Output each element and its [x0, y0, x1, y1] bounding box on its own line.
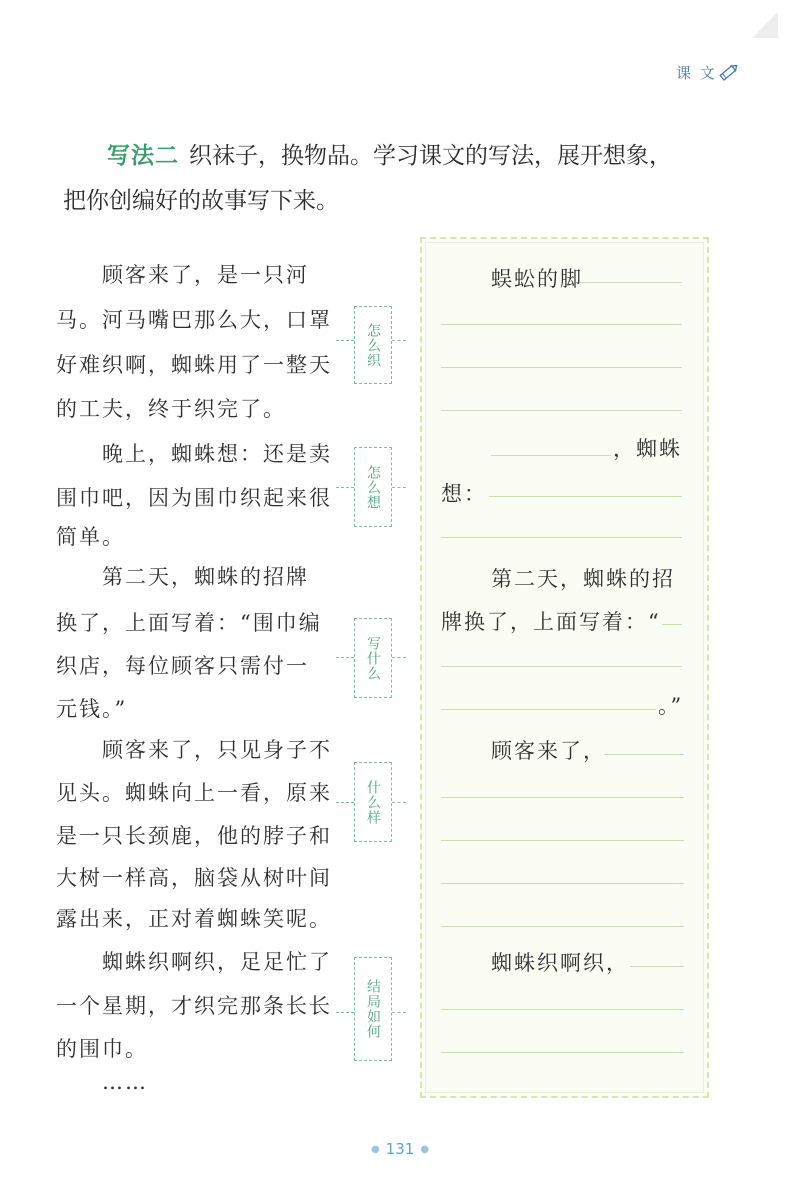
story-line: 第二天，蜘蛛的招牌 [102, 565, 309, 589]
tag-connector [336, 657, 354, 658]
prompt-centipede-feet: 蜈蚣的脚 [491, 267, 583, 291]
writing-line[interactable] [441, 367, 682, 368]
task-label: 写法二 [107, 143, 179, 169]
prompt-customer-came: 顾客来了， [491, 739, 606, 763]
tag-connector [392, 487, 406, 488]
writing-line[interactable] [441, 537, 682, 538]
story-line: 蜘蛛织啊织，足足忙了 [102, 950, 332, 974]
story-line: 好难织啊，蜘蛛用了一整天 [56, 353, 332, 377]
story-line: 顾客来了，只见身子不 [102, 738, 332, 762]
writing-line[interactable] [441, 926, 684, 927]
page-number: ● 131 ● [370, 1140, 430, 1158]
tag-connector [336, 1012, 354, 1013]
writing-line[interactable] [441, 709, 656, 710]
story-line: 简单。 [56, 525, 125, 549]
tag-connector [392, 657, 406, 658]
story-line: 顾客来了，是一只河 [102, 263, 309, 287]
story-line: 见头。蜘蛛向上一看，原来 [56, 781, 332, 805]
side-tag-how-knit: 怎么织 [354, 306, 392, 384]
task-text-line2: 把你创编好的故事写下来。 [63, 188, 339, 214]
prompt-next-day: 第二天，蜘蛛的招 [491, 567, 675, 591]
writing-line[interactable] [441, 883, 684, 884]
writing-line[interactable] [489, 496, 682, 497]
writing-line[interactable] [630, 966, 684, 967]
section-label: 课 文 [676, 64, 717, 82]
prompt-quote-close: 。” [658, 694, 684, 718]
corner-arrow-icon [748, 8, 782, 42]
story-line: 是一只长颈鹿，他的脖子和 [56, 824, 332, 848]
side-tag-ending: 结局如何 [354, 957, 392, 1061]
story-line: 大树一样高，脑袋从树叶间 [56, 866, 332, 890]
writing-line[interactable] [441, 840, 684, 841]
side-tag-what-like: 什么样 [354, 762, 392, 842]
story-line: 织店，每位顾客只需付一 [56, 654, 309, 678]
writing-line[interactable] [662, 624, 682, 625]
story-line: 换了，上面写着：“围巾编 [56, 611, 322, 635]
prompt-think: 想： [441, 482, 487, 506]
prompt-sign-changed: 牌换了，上面写着：“ [441, 610, 661, 634]
prompt-spider-suffix: ，蜘蛛 [613, 437, 682, 461]
dot-icon: ● [370, 1144, 380, 1155]
writing-line[interactable] [441, 1009, 684, 1010]
task-instruction [107, 137, 672, 170]
story-line: 一个星期，才织完那条长长 [56, 994, 332, 1018]
pencil-icon [718, 62, 740, 82]
story-line: 的围巾。 [56, 1037, 148, 1061]
writing-line[interactable] [580, 282, 682, 283]
prompt-spider-knits: 蜘蛛织啊织， [491, 951, 629, 975]
story-line: 元钱。” [56, 697, 128, 721]
story-line: 晚上，蜘蛛想：还是卖 [102, 442, 332, 466]
story-ellipsis: …… [102, 1070, 148, 1094]
writing-line[interactable] [604, 754, 684, 755]
writing-line[interactable] [441, 797, 684, 798]
tag-connector [336, 340, 354, 341]
story-line: 围巾吧，因为围巾织起来很 [56, 486, 332, 510]
writing-line[interactable] [441, 324, 682, 325]
writing-line[interactable] [491, 455, 611, 456]
story-line: 露出来，正对着蜘蛛笑呢。 [56, 907, 332, 931]
tag-connector [392, 802, 406, 803]
story-line: 的工夫，终于织完了。 [56, 397, 286, 421]
dot-icon: ● [420, 1144, 430, 1155]
tag-connector [336, 487, 354, 488]
tag-connector [392, 340, 406, 341]
writing-line[interactable] [441, 1052, 684, 1053]
side-tag-how-think: 怎么想 [354, 447, 392, 527]
writing-line[interactable] [441, 666, 682, 667]
side-tag-what-write: 写什么 [354, 618, 392, 698]
tag-connector [336, 802, 354, 803]
tag-connector [392, 1012, 406, 1013]
task-text-line1: 织袜子，换物品。学习课文的写法，展开想象， [189, 143, 672, 169]
writing-line[interactable] [441, 410, 682, 411]
story-line: 马。河马嘴巴那么大，口罩 [56, 308, 332, 332]
